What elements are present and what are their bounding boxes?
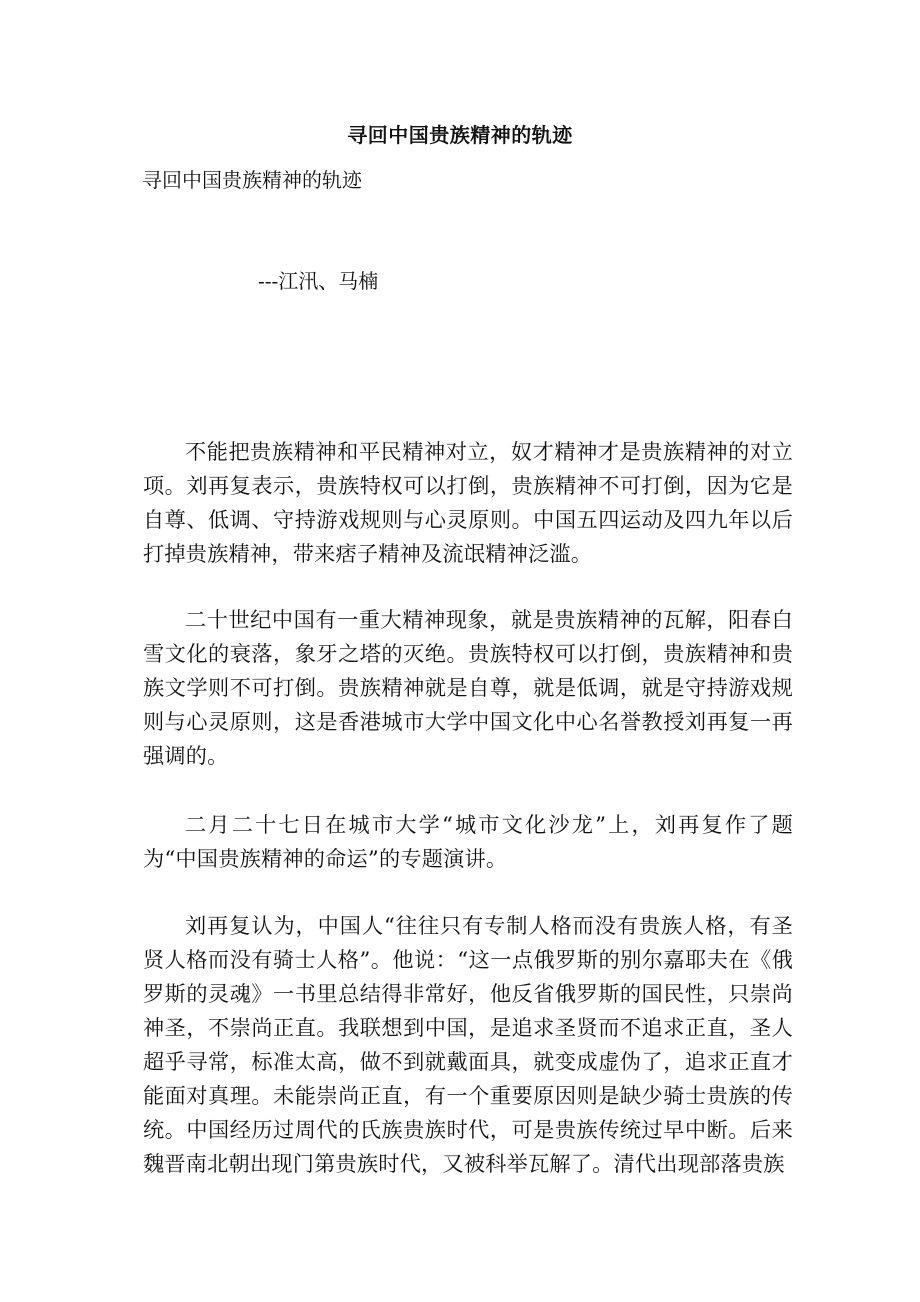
author-line: ---江汛、马楠 (258, 269, 379, 293)
document-title: 寻回中国贵族精神的轨迹 (347, 123, 573, 147)
body-paragraph-1: 不能把贵族精神和平民精神对立，奴才精神才是贵族精神的对立项。刘再复表示，贵族特权可以打倒，贵族精神不可打倒，因为它是自尊、低调、守持游戏规则与心灵原则。中国五四运动及四九年以后打掉贵族精神，带来痞子精神及流氓精神泛滥。 (143, 439, 793, 566)
body-paragraph-3: 二月二十七日在城市大学“城市文化沙龙”上，刘再复作了题为“中国贵族精神的命运”的专题演讲。 (143, 812, 793, 871)
body-paragraph-4: 刘再复认为，中国人“往往只有专制人格而没有贵族人格，有圣贤人格而没有骑士人格”。他说：“这一点俄罗斯的别尔嘉耶夫在《俄罗斯的灵魂》一书里总结得非常好，他反省俄罗斯的国民性，只崇尚神圣，不崇尚正直。我联想到中国，是追求圣贤而不追求正直，圣人超乎寻常，标准太高，做不到就戴面具，就变成虚伪了，追求正直才能面对真理。未能崇尚正直，有一个重要原因则是缺少骑士贵族的传统。中国经历过周代的氏族贵族时代，可是贵族传统过早中断。后来魏晋南北朝出现门第贵族时代，又被科举瓦解了。清代出现部落贵族 (143, 913, 793, 1176)
document-subtitle: 寻回中国贵族精神的轨迹 (142, 168, 362, 192)
body-paragraph-2: 二十世纪中国有一重大精神现象，就是贵族精神的瓦解，阳春白雪文化的衰落，象牙之塔的灭绝。贵族特权可以打倒，贵族精神和贵族文学则不可打倒。贵族精神就是自尊，就是低调，就是守持游戏规则与心灵原则，这是香港城市大学中国文化中心名誉教授刘再复一再强调的。 (143, 607, 793, 768)
